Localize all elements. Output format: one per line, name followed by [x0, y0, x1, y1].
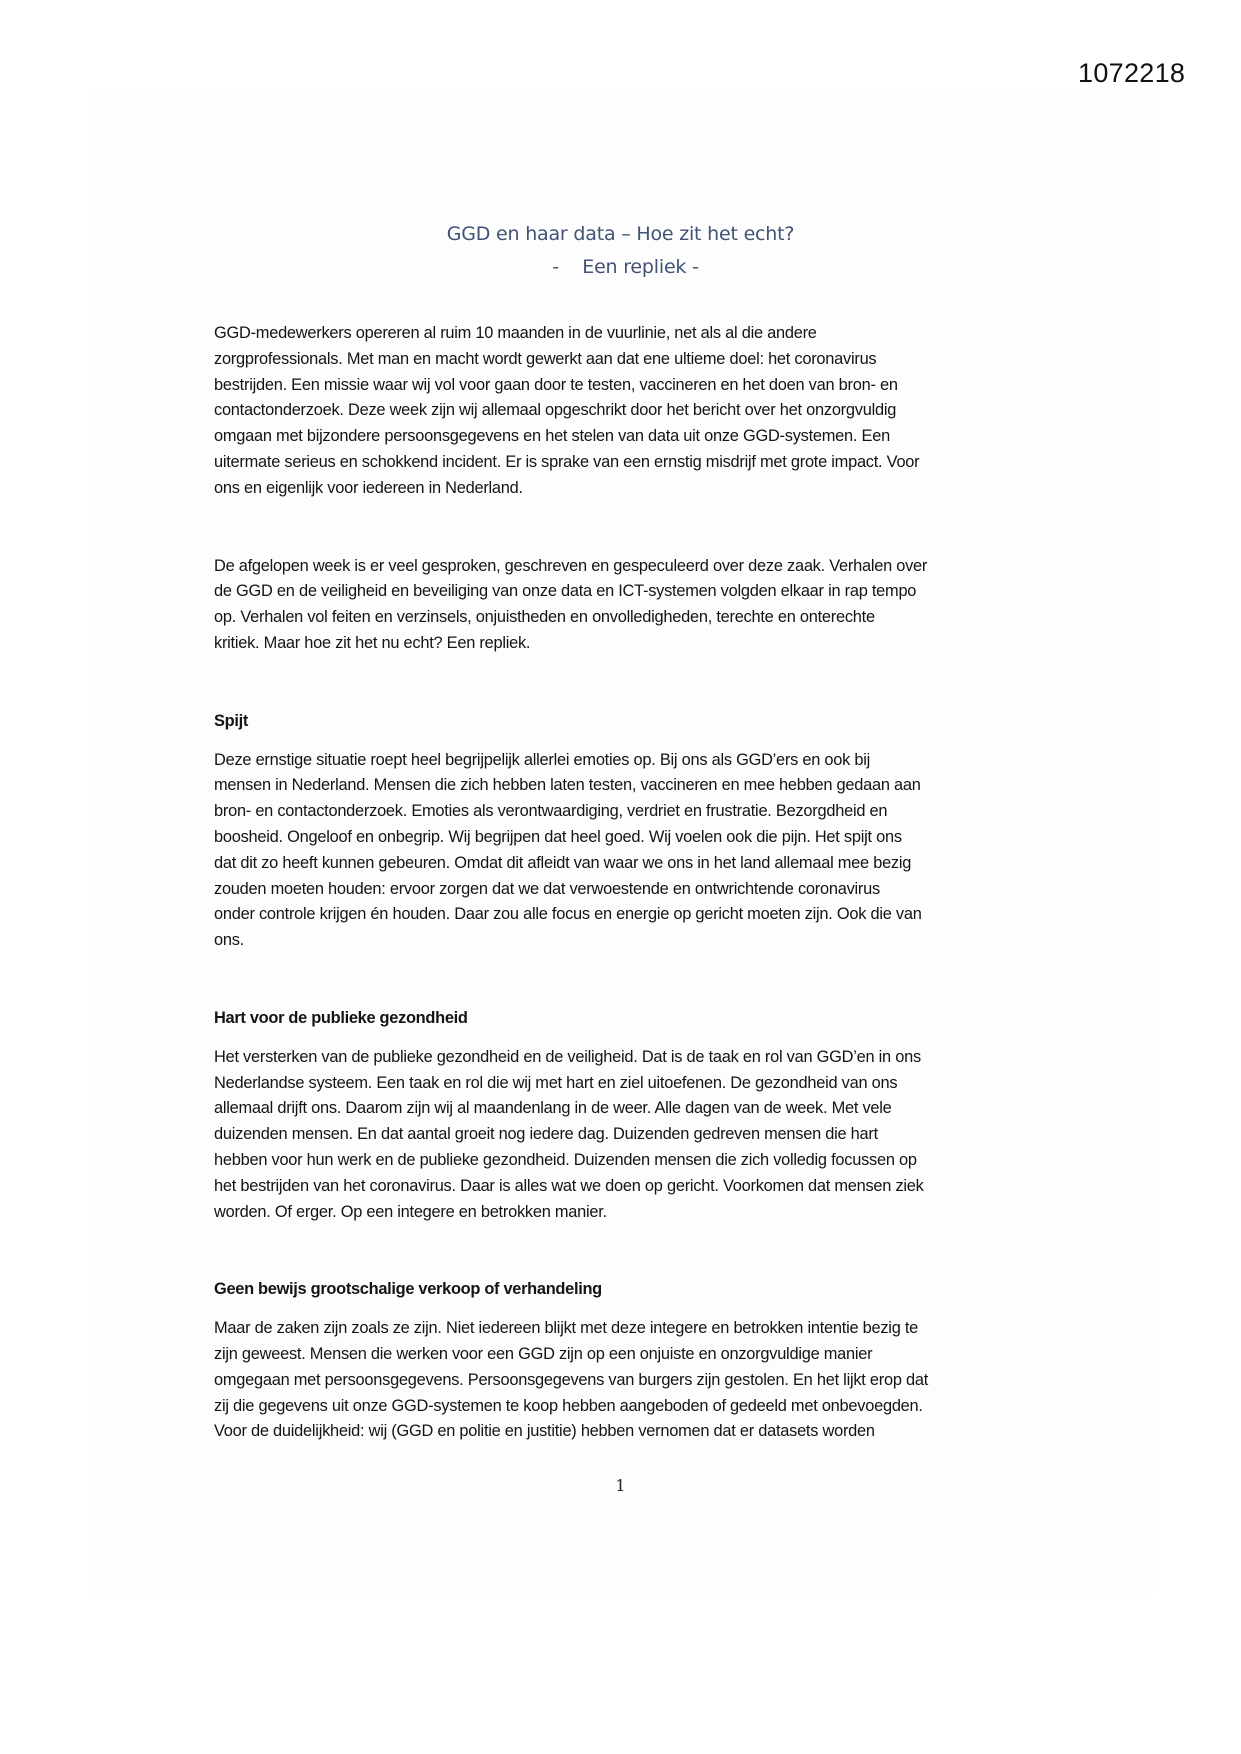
text-line: Maar de zaken zijn zoals ze zijn. Niet iedereen blijkt met deze integere en betrokken intentie bezig te — [214, 1319, 919, 1338]
text-line: uitermate serieus en schokkend incident. Er is sprake van een ernstig misdrijf met grote impact. Voor — [214, 452, 920, 471]
section-paragraph-spijt — [214, 748, 1034, 954]
text-line: de GGD en de veiligheid en beveiliging van onze data en ICT-systemen volgden elkaar in rap tempo — [214, 582, 917, 601]
text-line: bron- en contactonderzoek. Emoties als verontwaardiging, verdriet en frustratie. Bezorgdheid en — [214, 802, 888, 821]
text-line: Het versterken van de publieke gezondheid en de veiligheid. Dat is de taak en rol van GGD’en in ons — [214, 1047, 921, 1066]
section-heading-geen-bewijs: Geen bewijs grootschalige verkoop of verhandeling — [214, 1280, 602, 1299]
text-line: duizenden mensen. En dat aantal groeit nog iedere dag. Duizenden gedreven mensen die hart — [214, 1125, 878, 1144]
text-line: zouden moeten houden: ervoor zorgen dat we dat verwoestende en ontwrichtende coronavirus — [214, 879, 880, 898]
text-line: ons. — [214, 931, 244, 950]
section-heading-spijt: Spijt — [214, 711, 249, 730]
text-line: bestrijden. Een missie waar wij vol voor gaan door te testen, vaccineren en het doen van bron- en — [214, 375, 898, 394]
text-line: ons en eigenlijk voor iedereen in Nederland. — [214, 478, 523, 497]
text-line: mensen in Nederland. Mensen die zich hebben laten testen, vaccineren en mee hebben gedaan aan — [214, 776, 921, 795]
text-line: omgaan met bijzondere persoonsgegevens en het stelen van data uit onze GGD-systemen. Een — [214, 427, 890, 446]
spacer — [214, 502, 1034, 554]
text-line: omgegaan met persoonsgegevens. Persoonsgegevens van burgers zijn gestolen. En het lijkt erop dat — [214, 1370, 929, 1389]
text-line: De afgelopen week is er veel gesproken, geschreven en gespeculeerd over deze zaak. Verhalen over — [214, 556, 928, 575]
spacer — [214, 1225, 1034, 1277]
text-line: zij die gegevens uit onze GGD-systemen te koop hebben aangeboden of gedeeld met onbevoegden. — [214, 1396, 923, 1415]
intro-paragraph-1 — [214, 321, 1034, 502]
text-line: op. Verhalen vol feiten en verzinsels, onjuistheden en onvolledigheden, terechte en onterechte — [214, 608, 875, 627]
text-line: allemaal drijft ons. Daarom zijn wij al maandenlang in de weer. Alle dagen van de week. Met vele — [214, 1099, 892, 1118]
spacer — [214, 1032, 1034, 1045]
title-main: GGD en haar data – Hoe zit het echt? — [446, 223, 795, 245]
document-body — [214, 321, 1034, 1445]
spacer — [214, 657, 1034, 709]
document-title — [0, 218, 1241, 284]
text-line: Deze ernstige situatie roept heel begrijpelijk allerlei emoties op. Bij ons als GGD’ers en ook bij — [214, 750, 871, 769]
spacer — [214, 954, 1034, 1006]
section-paragraph-hart-voor-de-publieke-gezondheid — [214, 1045, 1034, 1226]
text-line: kritiek. Maar hoe zit het nu echt? Een repliek. — [214, 633, 531, 652]
intro-paragraph-2 — [214, 554, 1034, 657]
spacer — [214, 1303, 1034, 1316]
text-line: zijn geweest. Mensen die werken voor een GGD zijn op een onjuiste en onzorgvuldige manier — [214, 1344, 873, 1363]
text-line: zorgprofessionals. Met man en macht wordt gewerkt aan dat ene ultieme doel: het coronavirus — [214, 349, 877, 368]
text-line: worden. Of erger. Op een integere en betrokken manier. — [214, 1202, 607, 1221]
text-line: boosheid. Ongeloof en onbegrip. Wij begrijpen dat heel goed. Wij voelen ook die pijn. Het spijt ons — [214, 827, 902, 846]
text-line: hebben voor hun werk en de publieke gezondheid. Duizenden mensen die zich volledig focussen op — [214, 1150, 917, 1169]
text-line: dat dit zo heeft kunnen gebeuren. Omdat dit afleidt van waar we ons in het land allemaal mee bezig — [214, 853, 912, 872]
text-line: het bestrijden van het coronavirus. Daar is alles wat we doen op gericht. Voorkomen dat mensen ziek — [214, 1176, 924, 1195]
page-number: 1 — [615, 1476, 626, 1495]
text-line: onder controle krijgen én houden. Daar zou alle focus en energie op gericht moeten zijn. Ook die van — [214, 905, 922, 924]
text-line: Voor de duidelijkheid: wij (GGD en politie en justitie) hebben vernomen dat er datasets worden — [214, 1422, 875, 1441]
title-subtitle: - Een repliek - — [552, 256, 699, 278]
section-heading-hart-voor-de-publieke-gezondheid: Hart voor de publieke gezondheid — [214, 1008, 468, 1027]
spacer — [214, 735, 1034, 748]
document-id: 1072218 — [1078, 58, 1186, 88]
section-paragraph-geen-bewijs — [214, 1316, 1034, 1445]
text-line: Nederlandse systeem. Een taak en rol die wij met hart en ziel uitoefenen. De gezondheid van ons — [214, 1073, 898, 1092]
text-line: contactonderzoek. Deze week zijn wij allemaal opgeschrikt door het bericht over het onzorgvuldig — [214, 401, 897, 420]
text-line: GGD-medewerkers opereren al ruim 10 maanden in de vuurlinie, net als al die andere — [214, 324, 817, 342]
